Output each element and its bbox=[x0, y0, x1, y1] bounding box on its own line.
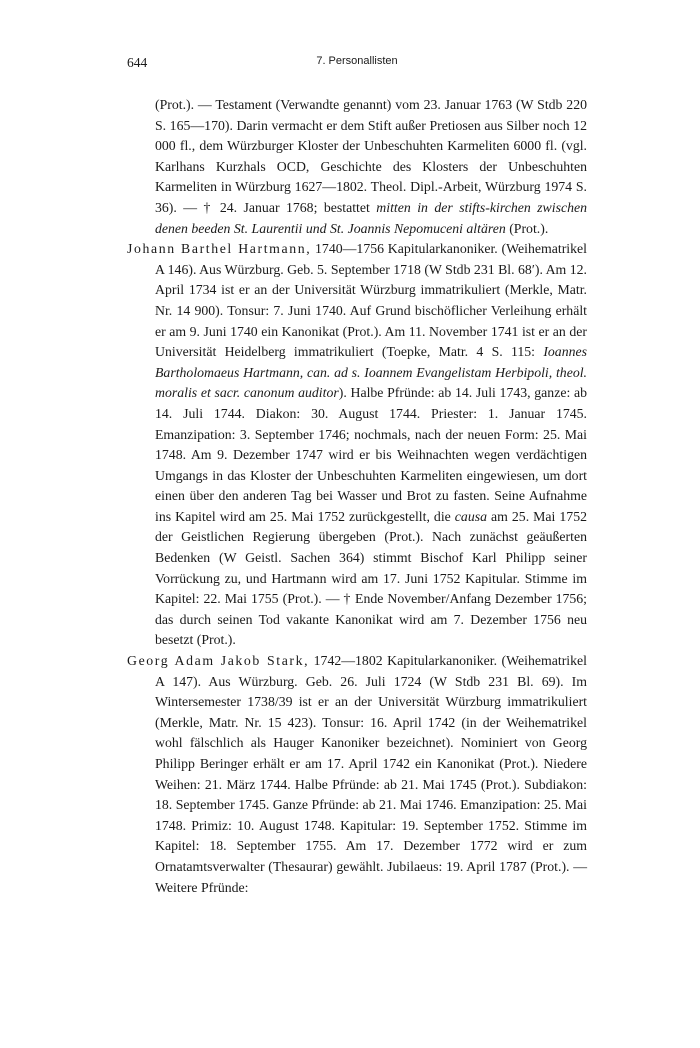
entry-stark: Georg Adam Jakob Stark, 1742—1802 Kapitularkanoniker. (Weihematrikel A 147). Aus Würzburg. Geb. 26. Juli 1724 (W Stdb 231 Bl. 69). Im Wintersemester 1738/39 ist er an der Universität Würzburg immatrikuliert (Merkle, Matr. Nr. 15 423). Tonsur: 16. April 1742 (in der Weihematrikel wohl fälschlich als Hauger Kanoniker bezeichnet). Nominiert von Georg Philipp Beringer erhält er am 17. April 1742 ein Kanonikat (Prot.). Niedere Weihen: 21. März 1744. Halbe Pfründe: ab 21. Mai 1745 (Prot.). Subdiakon: 18. September 1745. Ganze Pfründe: ab 21. Mai 1746. Emanzipation: 25. Mai 1748. Primiz: 10. August 1748. Kapitular: 19. September 1752. Stimme im Kapitel: 18. September 1755. Am 17. Dezember 1772 wird er zum Ornatamtsverwalter (Thesaurar) gewählt. Jubilaeus: 19. April 1787 (Prot.). — Weitere Pfründe: bbox=[127, 653, 587, 895]
page-number: 644 bbox=[127, 55, 148, 70]
running-head: 7. Personallisten bbox=[316, 55, 398, 67]
entry-continuation: (Prot.). — Testament (Verwandte genannt) vom 23. Januar 1763 (W Stdb 220 S. 165—170). Darin vermacht er dem Stift außer Pretiosen aus Silber noch 12 000 fl., dem Würzburger Kloster der Unbeschuhten Karmeliten 6000 fl. (vgl. Karlhans Kurzhals OCD, Geschichte des Klosters der Unbeschuhten Karmeliten in Würzburg 1627—1802. Theol. Dipl.-Arbeit, Würzburg 1974 S. 36). — † 24. Januar 1768; bestattet mitten in der stifts-kirchen zwischen denen beeden St. Laurentii und St. Joannis Nepomuceni altären (Prot.). bbox=[155, 97, 587, 236]
quotation: causa bbox=[454, 508, 487, 524]
person-name: Johann Barthel Hartmann, bbox=[127, 241, 312, 257]
quotation: Ioannes Bartholomaeus Hartmann, can. ad s. Ioannem Evangelistam Herbipoli, theol. moralis et sacr. canonum auditor bbox=[155, 344, 587, 401]
quotation: mitten in der stifts-kirchen zwischen denen beeden St. Laurentii und St. Joannis Nepomuceni altären bbox=[155, 199, 587, 236]
body-text bbox=[127, 95, 587, 898]
person-name: Georg Adam Jakob Stark, bbox=[127, 653, 310, 669]
entry-hartmann: Johann Barthel Hartmann, 1740—1756 Kapitularkanoniker. (Weihematrikel A 146). Aus Würzburg. Geb. 5. September 1718 (W Stdb 231 Bl. 68′). Am 12. April 1734 ist er an der Universität Würzburg immatrikuliert (Merkle, Matr. Nr. 14 900). Tonsur: 7. Juni 1740. Auf Grund bischöflicher Verleihung erhält er am 9. Juni 1740 ein Kanonikat (Prot.). Am 11. November 1741 ist er an der Universität Heidelberg immatrikuliert (Toepke, Matr. 4 S. 115: Ioannes Bartholomaeus Hartmann, can. ad s. Ioannem Evangelistam Herbipoli, theol. moralis et sacr. canonum auditor). Halbe Pfründe: ab 14. Juli 1743, ganze: ab 14. Juli 1744. Diakon: 30. August 1744. Priester: 1. Januar 1745. Emanzipation: 3. September 1746; nochmals, nach der neuen Form: 25. Mai 1748. Am 9. Dezember 1747 wird er bis Weihnachten wegen verdächtigen Umgangs in das Kloster der Unbeschuhten Karmeliten eingewiesen, um dort einen über den anderen Tag bei Wasser und Brot zu fasten. Seine Aufnahme ins Kapitel wird am 25. Mai 1752 zurückgestellt, die causa am 25. Mai 1752 der Geistlichen Regierung übergeben (Prot.). Nach zunächst geäußerten Bedenken (W Geistl. Sachen 364) stimmt Bischof Karl Philipp seiner Vorrückung zu, und Hartmann wird am 17. Juni 1752 Kapitular. Stimme im Kapitel: 22. Mai 1755 (Prot.). — † Ende November/Anfang Dezember 1756; das durch seinen Tod vakante Kanonikat wird am 7. Dezember 1756 neu besetzt (Prot.). bbox=[127, 241, 588, 648]
page-header bbox=[127, 55, 587, 75]
